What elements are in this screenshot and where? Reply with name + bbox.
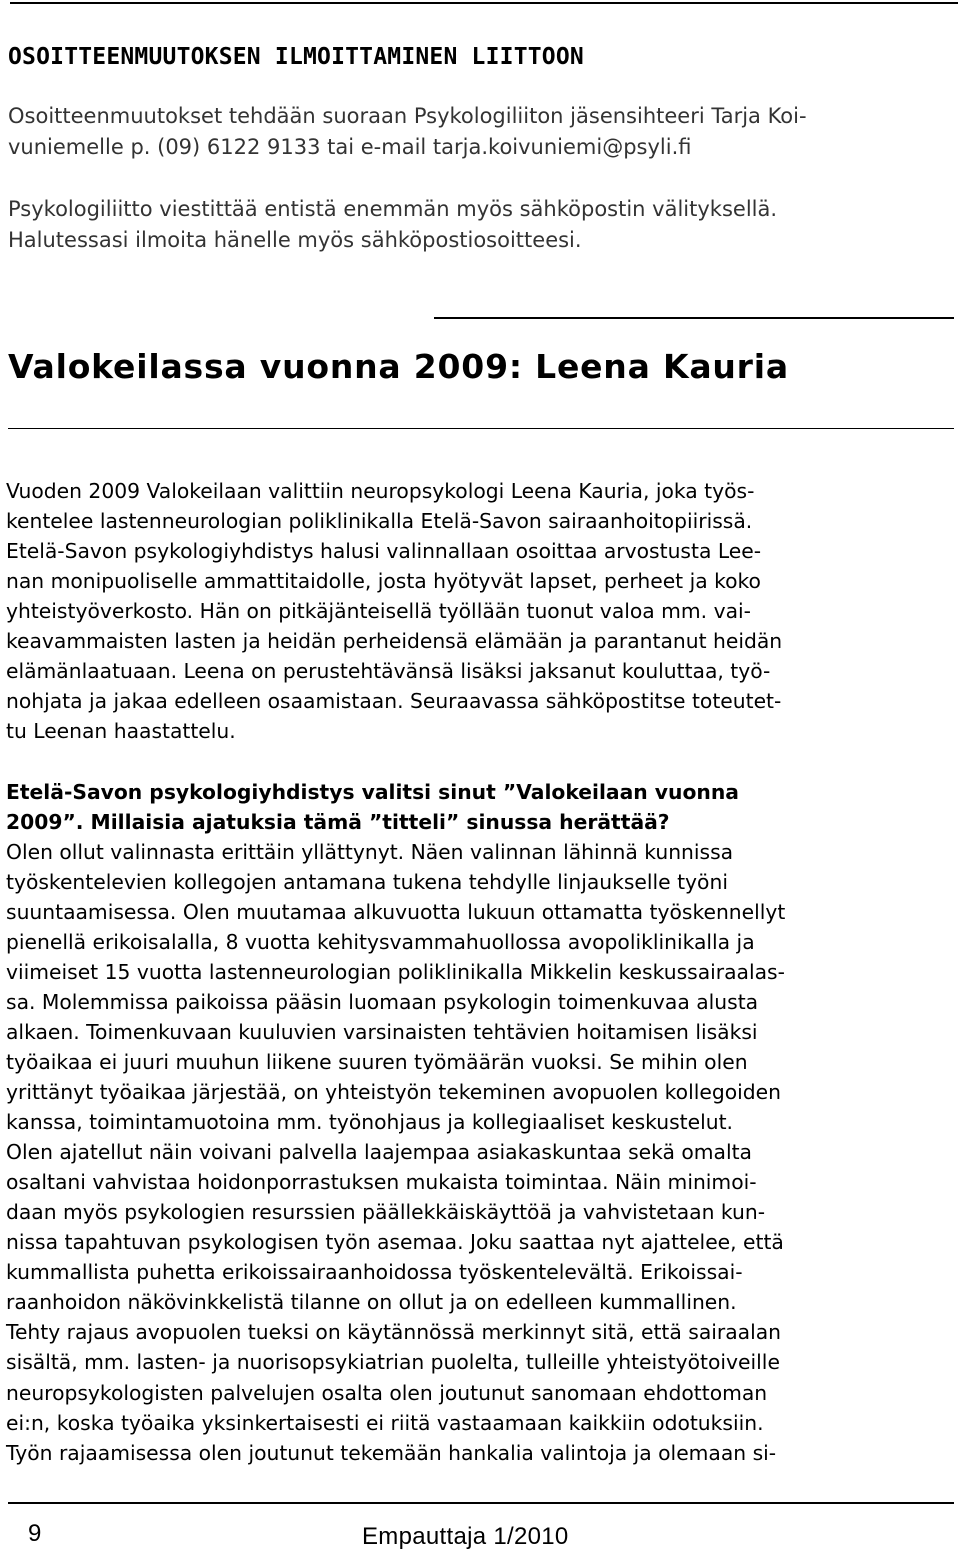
article-line: Vuoden 2009 Valokeilaan valittiin neuropsykologi Leena Kauria, joka työs- xyxy=(6,479,755,503)
article-line: kummallista puhetta erikoissairaanhoidossa työskentelevältä. Erikoissai- xyxy=(6,1260,743,1284)
feature-bottom-rule xyxy=(8,428,954,429)
feature-top-rule xyxy=(434,317,954,319)
article-line: tu Leenan haastattelu. xyxy=(6,719,236,743)
article-line: daan myös psykologien resurssien päällekkäiskäyttöä ja vahvistetaan kun- xyxy=(6,1200,766,1224)
top-rule xyxy=(10,2,958,4)
article-line: Työn rajaamisessa olen joutunut tekemään hankalia valintoja ja olemaan si- xyxy=(6,1441,777,1465)
article-line: keavammaisten lasten ja heidän perheidensä elämään ja parantanut heidän xyxy=(6,629,783,653)
article-line: kentelee lastenneurologian poliklinikalla Etelä-Savon sairaanhoitopiirissä. xyxy=(6,509,753,533)
article-line: neuropsykologisten palvelujen osalta olen joutunut sanomaan ehdottoman xyxy=(6,1381,768,1405)
publication-issue: Empauttaja 1/2010 xyxy=(362,1523,569,1550)
article-line: pienellä erikoisalalla, 8 vuotta kehitysvammahuollossa avopoliklinikalla ja xyxy=(6,930,755,954)
article-line: nohjata ja jakaa edelleen osaamistaan. Seuraavassa sähköpostitse toteutet- xyxy=(6,689,782,713)
intro-paragraph-1 xyxy=(8,101,958,163)
intro-line: vuniemelle p. (09) 6122 9133 tai e-mail tarja.koivuniemi@psyli.fi xyxy=(8,135,692,159)
article-line: työskentelevien kollegojen antamana tukena tehdylle linjaukselle työni xyxy=(6,870,728,894)
article-line: yhteistyöverkosto. Hän on pitkäjänteisellä työllään tuonut valoa mm. vai- xyxy=(6,599,751,623)
article-line: raanhoidon näkövinkkelistä tilanne on ollut ja on edelleen kummallinen. xyxy=(6,1290,737,1314)
article-line: osaltani vahvistaa hoidonporrastuksen mukaista toimintaa. Näin minimoi- xyxy=(6,1170,757,1194)
article-line: alkaen. Toimenkuvaan kuuluvien varsinaisten tehtävien hoitamisen lisäksi xyxy=(6,1020,758,1044)
article-line: nissa tapahtuvan psykologisen työn asemaa. Joku saattaa nyt ajattelee, että xyxy=(6,1230,784,1254)
intro-line: Halutessasi ilmoita hänelle myös sähköpostiosoitteesi. xyxy=(8,228,582,252)
question-line: 2009”. Millaisia ajatuksia tämä ”titteli” sinussa herättää? xyxy=(6,810,670,834)
section-heading: OSOITTEENMUUTOKSEN ILMOITTAMINEN LIITTOON xyxy=(8,44,584,70)
article-line: suuntaamisessa. Olen muutamaa alkuvuotta lukuun ottamatta työskennellyt xyxy=(6,900,786,924)
page-number: 9 xyxy=(28,1520,42,1547)
footer-rule xyxy=(8,1502,954,1504)
question-line: Etelä-Savon psykologiyhdistys valitsi sinut ”Valokeilaan vuonna xyxy=(6,780,739,804)
article-line: sa. Molemmissa paikoissa pääsin luomaan psykologin toimenkuvaa alusta xyxy=(6,990,759,1014)
article-line: Etelä-Savon psykologiyhdistys halusi valinnallaan osoittaa arvostusta Lee- xyxy=(6,539,762,563)
article-line: sisältä, mm. lasten- ja nuorisopsykiatrian puolelta, tulleille yhteistyötoiveille xyxy=(6,1350,780,1374)
article-line: Olen ajatellut näin voivani palvella laajempaa asiakaskuntaa sekä omalta xyxy=(6,1140,752,1164)
intro-line: Psykologiliitto viestittää entistä enemmän myös sähköpostin välityksellä. xyxy=(8,197,778,221)
feature-title: Valokeilassa vuonna 2009: Leena Kauria xyxy=(8,347,789,386)
article-line: kanssa, toimintamuotoina mm. työnohjaus ja kollegiaaliset keskustelut. xyxy=(6,1110,733,1134)
article-line: yrittänyt työaikaa järjestää, on yhteistyön tekeminen avopuolen kollegoiden xyxy=(6,1080,781,1104)
article-line: työaikaa ei juuri muuhun liikene suuren työmäärän vuoksi. Se mihin olen xyxy=(6,1050,748,1074)
article-line: ei:n, koska työaika yksinkertaisesti ei riitä vastaamaan kaikkiin odotuksiin. xyxy=(6,1411,764,1435)
intro-paragraph-2 xyxy=(8,194,958,256)
article-line: Olen ollut valinnasta erittäin yllättynyt. Näen valinnan lähinnä kunnissa xyxy=(6,840,734,864)
article-line: elämänlaatuaan. Leena on perustehtävänsä lisäksi jaksanut kouluttaa, työ- xyxy=(6,659,771,683)
article-line: nan monipuoliselle ammattitaidolle, josta hyötyvät lapset, perheet ja koko xyxy=(6,569,761,593)
article-line: viimeiset 15 vuotta lastenneurologian poliklinikalla Mikkelin keskussairaalas- xyxy=(6,960,785,984)
article-line: Tehty rajaus avopuolen tueksi on käytännössä merkinnyt sitä, että sairaalan xyxy=(6,1320,782,1344)
intro-line: Osoitteenmuutokset tehdään suoraan Psykologiliiton jäsensihteeri Tarja Koi- xyxy=(8,104,807,128)
